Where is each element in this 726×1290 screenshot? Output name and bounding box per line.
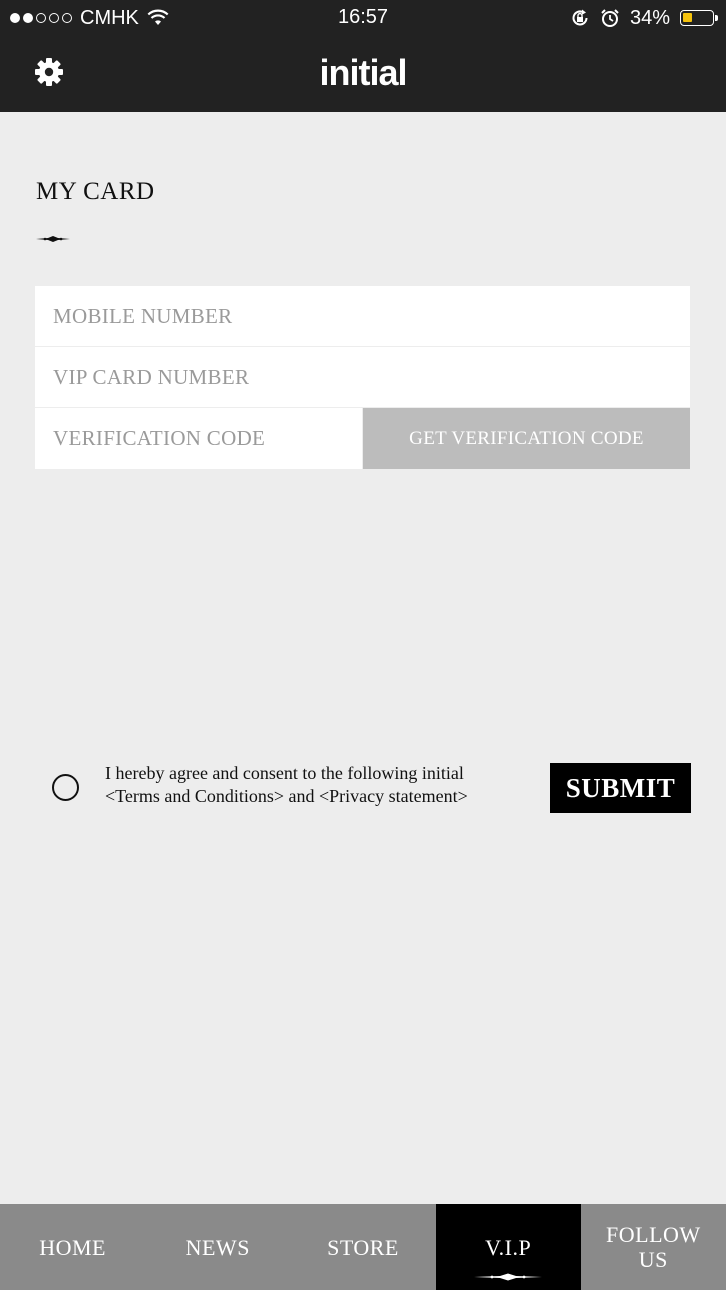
carrier-label: CMHK	[80, 6, 139, 29]
consent-line-1: I hereby agree and consent to the following initial	[105, 763, 464, 783]
mobile-number-field-container	[35, 286, 690, 346]
battery-icon	[680, 10, 714, 26]
nav-item-label: V.I.P	[485, 1234, 532, 1260]
nav-item-news[interactable]	[145, 1204, 290, 1290]
status-bar	[0, 0, 726, 36]
status-time: 16:57	[337, 6, 389, 28]
divider-ornament-icon	[36, 233, 70, 245]
battery-level-fill	[683, 13, 692, 22]
alarm-icon	[600, 8, 620, 28]
get-verification-code-button[interactable]: GET VERIFICATION CODE	[363, 408, 690, 469]
nav-item-label: NEWS	[185, 1234, 250, 1260]
active-tab-ornament-icon	[474, 1272, 542, 1282]
app-header	[0, 36, 726, 112]
rotation-lock-icon	[570, 8, 590, 28]
verification-code-input[interactable]	[35, 408, 362, 469]
vip-card-number-input[interactable]	[35, 347, 690, 407]
consent-text	[105, 762, 525, 808]
nav-item-label: HOME	[39, 1234, 106, 1260]
nav-item-follow-us[interactable]	[581, 1204, 726, 1290]
consent-radio[interactable]	[52, 774, 79, 801]
status-right	[570, 6, 714, 30]
nav-item-home[interactable]	[0, 1204, 145, 1290]
nav-item-label: FOLLOW US	[606, 1222, 701, 1272]
consent-terms-links[interactable]: <Terms and Conditions> and <Privacy statement>	[105, 786, 468, 806]
bottom-nav	[0, 1204, 726, 1290]
mobile-number-input[interactable]	[35, 286, 690, 346]
verification-field-container	[35, 408, 362, 469]
page-title: MY CARD	[36, 178, 155, 205]
nav-item-vip[interactable]	[436, 1204, 581, 1290]
battery-percent: 34%	[629, 6, 670, 29]
nav-item-store[interactable]	[290, 1204, 435, 1290]
vip-card-field-container	[35, 347, 690, 407]
brand-logo: initial	[319, 52, 407, 93]
nav-item-label: STORE	[327, 1234, 399, 1260]
submit-button[interactable]: SUBMIT	[550, 763, 691, 813]
